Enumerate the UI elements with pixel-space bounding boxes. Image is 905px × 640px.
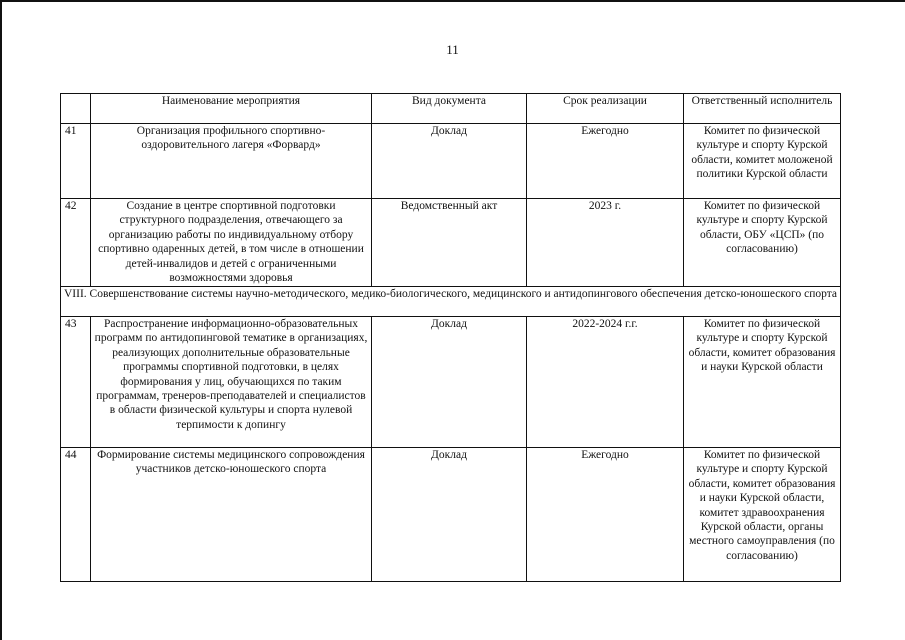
table-row <box>61 448 841 582</box>
header-doc-type: Вид документа <box>372 94 527 124</box>
row-term: Ежегодно <box>527 448 684 582</box>
row-name: Организация профильного спортивно-оздоровительного лагеря «Форвард» <box>91 124 372 199</box>
header-name: Наименование мероприятия <box>91 94 372 124</box>
header-responsible: Ответственный исполнитель <box>684 94 841 124</box>
header-term: Срок реализации <box>527 94 684 124</box>
row-name: Создание в центре спортивной подготовки структурного подразделения, отвечающего за организацию работы по индивидуальному отбору спортивно одаренных детей, в том числе в отношении детей-инвалидов и детей с ограниченными возможностями здоровья <box>91 199 372 287</box>
table-row <box>61 317 841 448</box>
row-term: 2023 г. <box>527 199 684 287</box>
row-num: 44 <box>61 448 91 582</box>
section-title: VIII. Совершенствование системы научно-методического, медико-биологического, медицинского и антидопингового обеспечения детско-юношеского спорта <box>61 287 841 317</box>
row-doc-type: Доклад <box>372 124 527 199</box>
table-header-row <box>61 94 841 124</box>
row-term: 2022-2024 г.г. <box>527 317 684 448</box>
row-doc-type: Доклад <box>372 317 527 448</box>
scan-border-top <box>0 0 905 2</box>
header-num <box>61 94 91 124</box>
scan-border-left <box>0 0 2 640</box>
table-row <box>61 199 841 287</box>
row-num: 43 <box>61 317 91 448</box>
row-name: Формирование системы медицинского сопровождения участников детско-юношеского спорта <box>91 448 372 582</box>
section-row <box>61 287 841 317</box>
row-term: Ежегодно <box>527 124 684 199</box>
row-doc-type: Ведомственный акт <box>372 199 527 287</box>
row-responsible: Комитет по физической культуре и спорту Курской области, комитет образования и науки Курской области, комитет здравоохранения Курской области, органы местного самоуправления (по согласованию) <box>684 448 841 582</box>
page-number: 11 <box>446 42 459 57</box>
events-table <box>60 93 841 582</box>
row-responsible: Комитет по физической культуре и спорту Курской области, комитет моложеной политики Курской области <box>684 124 841 199</box>
row-name: Распространение информационно-образовательных программ по антидопинговой тематике в организациях, реализующих дополнительные образовательные программы спортивной подготовки, в целях формирования у лиц, обучающихся по таким программам, тренеров-преподавателей и специалистов в области физической культуры и спорта нулевой терпимости к допингу <box>91 317 372 448</box>
row-doc-type: Доклад <box>372 448 527 582</box>
table-row <box>61 124 841 199</box>
row-responsible: Комитет по физической культуре и спорту Курской области, комитет образования и науки Курской области <box>684 317 841 448</box>
row-num: 41 <box>61 124 91 199</box>
row-num: 42 <box>61 199 91 287</box>
row-responsible: Комитет по физической культуре и спорту Курской области, ОБУ «ЦСП» (по согласованию) <box>684 199 841 287</box>
